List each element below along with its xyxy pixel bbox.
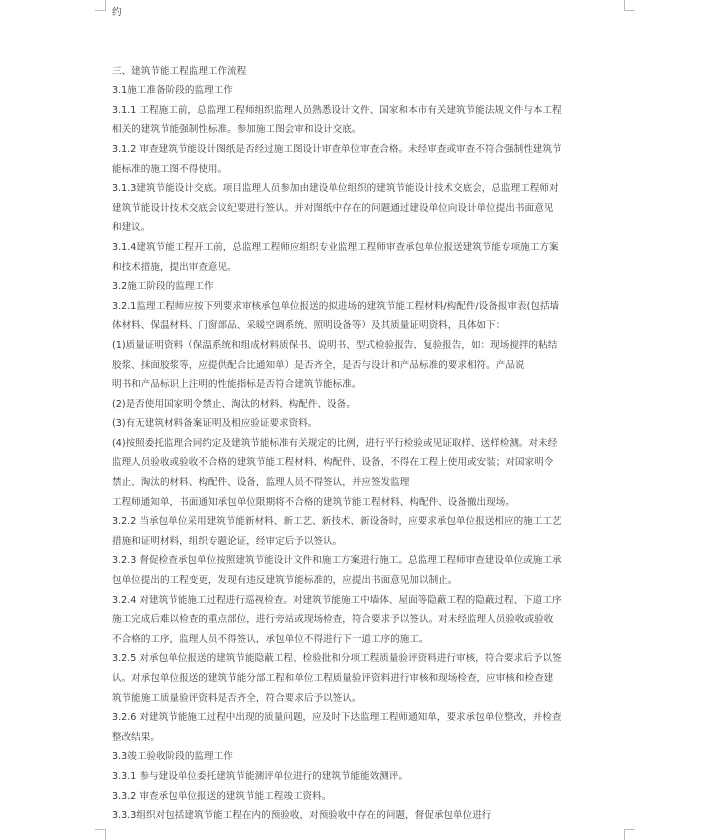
text-line: 3.2.3 督促检查承包单位按照建筑节能设计文件和施工方案进行施工。总监理工程师审查建设单位或施工承 (112, 555, 562, 567)
text-line: (2)是否使用国家明令禁止、淘汰的材料、构配件、设备。 (112, 398, 356, 410)
text-line: 建筑节能设计技术交底会议纪要进行签认。并对图纸中存在的问题通过建设单位向设计单位提出书面意见 (112, 202, 554, 214)
text-line: 不合格的工序，监理人员不得签认，承包单位不得进行下一道工序的施工。 (112, 633, 429, 645)
text-line: 相关的建筑节能强制性标准。参加施工图会审和设计交底。 (112, 124, 362, 136)
text-line: 施工完成后难以检查的重点部位，进行旁站或现场检查，符合要求予以签认。对未经监理人员验收或验收 (112, 614, 554, 626)
text-line-fragment: 约 (112, 7, 122, 18)
document-body (112, 3, 622, 826)
text-line: 筑节能施工质量验评资料是否齐全，符合要求后予以签认。 (112, 692, 362, 704)
text-line: 3.2.6 对建筑节能施工过程中出现的质量问题，应及时下达监理工程师通知单，要求承包单位整改，并检查 (112, 712, 562, 724)
text-line: 禁止、淘汰的材料、构配件、设备，监理人员不得签认，并应签发监理 (112, 477, 410, 489)
text-line: 3.2施工阶段的监理工作 (112, 281, 214, 293)
text-line: 认。对承包单位报送的建筑节能分部工程和单位工程质量验评资料进行审核和现场检查，应审核和检查建 (112, 673, 554, 684)
text-line: 3.2.1监理工程师应按下列要求审核承包单位报送的拟进场的建筑节能工程材料/构配件/设备报审表(包括墙 (112, 300, 560, 312)
text-line: 3.3竣工验收阶段的监理工作 (112, 751, 233, 763)
text-line: 3.3.1 参与建设单位委托建筑节能测评单位进行的建筑节能能效测评。 (112, 770, 409, 782)
text-line: 三、建筑节能工程监理工作流程 (112, 65, 247, 77)
text-line: 工程师通知单，书面通知承包单位限期将不合格的建筑节能工程材料、构配件、设备撤出现场。 (112, 496, 515, 508)
text-line: 3.2.5 对承包单位报送的建筑节能隐蔽工程、检验批和分项工程质量验评资料进行审核，符合要求后予以签 (112, 653, 562, 665)
text-line: 包单位提出的工程变更，发现有违反建筑节能标准的，应提出书面意见加以制止。 (112, 575, 458, 587)
text-line: 3.2.4 对建筑节能施工过程进行巡视检查。对建筑节能施工中墙体、屋面等隐蔽工程的隐蔽过程、下道工序 (112, 594, 562, 606)
page-corner-mark (95, 829, 106, 840)
text-line: 监理人员验收或验收不合格的建筑节能工程材料、构配件、设备，不得在工程上使用或安装；对国家明令 (112, 457, 554, 469)
page-corner-mark (624, 829, 635, 840)
text-line: 整改结果。 (112, 731, 160, 743)
text-line: (4)按照委托监理合同约定及建筑节能标准有关规定的比例，进行平行检验或见证取样、送样检测。对未经 (112, 437, 558, 449)
text-line: 和技术措施，提出审查意见。 (112, 261, 237, 273)
text-line: 3.3.2 审查承包单位报送的建筑节能工程竣工资料。 (112, 790, 332, 802)
page-corner-mark (624, 0, 635, 11)
text-line: 胶浆、抹面胶浆等，应提供配合比通知单）是否齐全，是否与设计和产品标准的要求相符。产品说 (112, 359, 525, 371)
text-line: (3)有无建筑材料备案证明及相应验证要求资料。 (112, 418, 318, 430)
text-line: 明书和产品标识上注明的性能指标是否符合建筑节能标准。 (112, 379, 362, 391)
text-line: 和建议。 (112, 222, 151, 234)
text-line: 3.3.3组织对包括建筑节能工程在内的预验收，对预验收中存在的问题，督促承包单位进行 (112, 810, 492, 822)
text-line: 能标准的施工图不得使用。 (112, 163, 228, 175)
text-line: 3.1施工准备阶段的监理工作 (112, 85, 233, 97)
text-line: 3.1.4建筑节能工程开工前，总监理工程师应组织专业监理工程师审查承包单位报送建筑节能专项施工方案 (112, 241, 559, 253)
text-line: 体材料、保温材料、门窗部品、采暖空调系统、照明设备等）及其质量证明资料，具体如下： (112, 320, 506, 332)
paragraph-spacer (112, 23, 622, 62)
text-lines (112, 62, 622, 826)
page-corner-mark (95, 0, 106, 11)
text-line: 3.1.2 审查建筑节能设计图纸是否经过施工图设计审查单位审查合格。未经审查或审查不符合强制性建筑节 (112, 143, 562, 155)
text-line: 3.1.3建筑节能设计交底。项目监理人员参加由建设单位组织的建筑节能设计技术交底会，总监理工程师对 (112, 183, 559, 195)
text-line: 3.2.2 当承包单位采用建筑节能新材料、新工艺、新技术、新设备时，应要求承包单位报送相应的施工工艺 (112, 516, 562, 528)
text-line: (1)质量证明资料（保温系统和组成材料质保书、说明书、型式检验报告、复验报告，如：现场搅拌的粘结 (112, 339, 558, 351)
text-line: 措施和证明材料，组织专题论证，经审定后予以签认。 (112, 535, 343, 547)
text-line: 3.1.1 工程施工前，总监理工程师组织监理人员熟悉设计文件、国家和本市有关建筑节能法规文件与本工程 (112, 104, 562, 116)
